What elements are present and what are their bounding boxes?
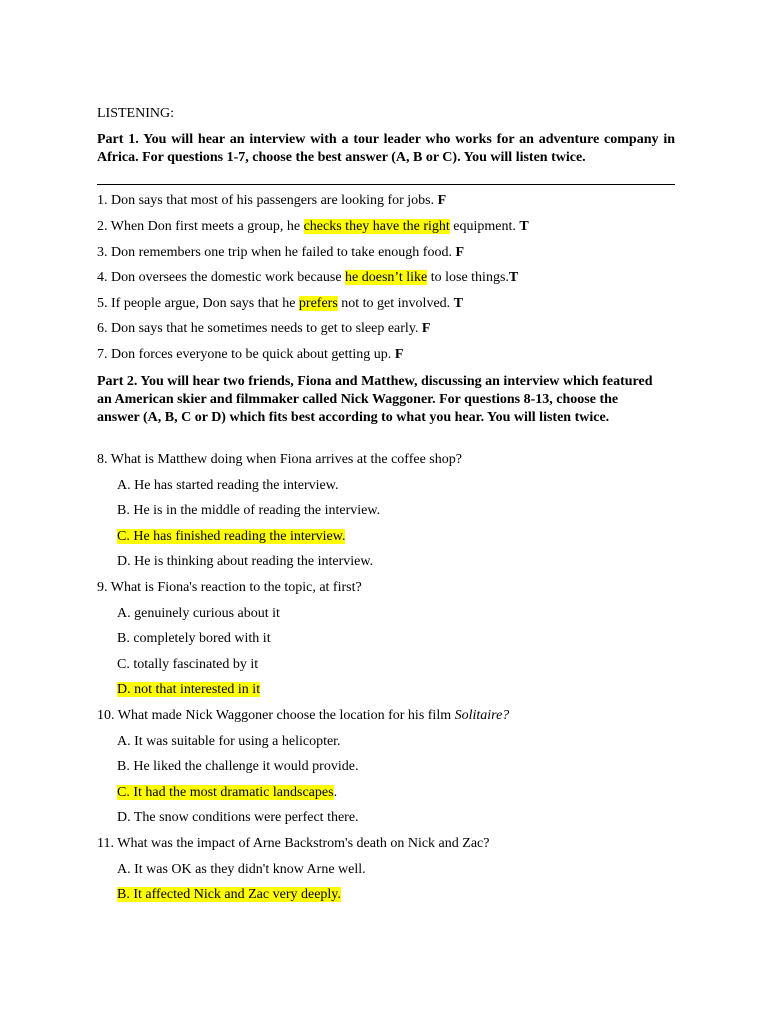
q8-option-a: A. He has started reading the interview. [117,478,339,493]
answer-mark: F [394,347,404,362]
item-text: 1. Don says that most of his passengers are looking for jobs. [97,193,438,208]
q8-option-b: B. He is in the middle of reading the interview. [117,503,381,518]
answer-mark: T [453,296,464,311]
part1-instructions: Part 1. You will hear an interview with a tour leader who works for an adventure company in Africa. For questions 1-7, choose the best answer (A, B or C). You will listen twice. [97,132,675,165]
q10-option-d: D. The snow conditions were perfect there. [117,810,359,825]
item-text: 2. When Don first meets a group, he [97,219,304,234]
part1-item-6 [97,321,430,337]
q10-option-c [117,785,337,801]
q11-option-a: A. It was OK as they didn't know Arne well. [117,862,366,877]
item-text: 5. If people argue, Don says that he [97,296,299,311]
q9-option-b: B. completely bored with it [117,631,271,646]
answer-mark: T [508,270,519,285]
part1-item-1 [97,193,446,209]
divider-line [97,184,675,185]
option-end: . [333,785,338,800]
part1-item-5 [97,296,463,312]
q10-option-a: A. It was suitable for using a helicopter. [117,734,341,749]
q9-option-c: C. totally fascinated by it [117,657,259,672]
highlighted-answer: C. It had the most dramatic landscapes [117,785,334,800]
highlighted-answer: D. not that interested in it [117,682,261,697]
item-text-end: to lose things. [427,270,509,285]
part1-item-4 [97,270,518,286]
answer-mark: F [437,193,447,208]
answer-mark: F [455,245,465,260]
q11-option-b [117,887,341,903]
question-text: 10. What made Nick Waggoner choose the location for his film [97,708,455,723]
answer-mark: F [421,321,431,336]
highlighted-text: prefers [298,296,338,311]
part2-instructions: Part 2. You will hear two friends, Fiona and Matthew, discussing an interview which featured an American skier and filmmaker called Nick Waggoner. For questions 8-13, choose the answer (A, B, C or D) which fits best according to what you hear. You will listen twice. [97,374,653,425]
highlighted-answer: B. It affected Nick and Zac very deeply. [117,887,341,902]
item-text: 3. Don remembers one trip when he failed to take enough food. [97,245,456,260]
page-heading: LISTENING: [97,106,174,121]
item-text: 6. Don says that he sometimes needs to get to sleep early. [97,321,422,336]
q8-option-c [117,529,345,545]
highlighted-text: checks they have the right [303,219,450,234]
item-text-end: equipment. [449,219,520,234]
item-text: 7. Don forces everyone to be quick about getting up. [97,347,395,362]
q8-option-d: D. He is thinking about reading the interview. [117,554,374,569]
question-10 [97,708,509,724]
part1-item-7 [97,347,403,363]
question-9: 9. What is Fiona's reaction to the topic, at first? [97,580,362,595]
question-11: 11. What was the impact of Arne Backstrom's death on Nick and Zac? [97,836,490,851]
highlighted-answer: C. He has finished reading the interview. [117,529,346,544]
item-text-end: not to get involved. [337,296,454,311]
q10-option-b: B. He liked the challenge it would provide. [117,759,359,774]
answer-mark: T [519,219,529,234]
q9-option-a: A. genuinely curious about it [117,606,280,621]
part1-item-3 [97,245,464,261]
film-title: Solitaire? [454,708,510,723]
question-8: 8. What is Matthew doing when Fiona arrives at the coffee shop? [97,452,462,467]
part1-item-2 [97,219,529,235]
q9-option-d [117,682,260,698]
item-text: 4. Don oversees the domestic work because [97,270,346,285]
highlighted-text: he doesn’t like [345,270,428,285]
